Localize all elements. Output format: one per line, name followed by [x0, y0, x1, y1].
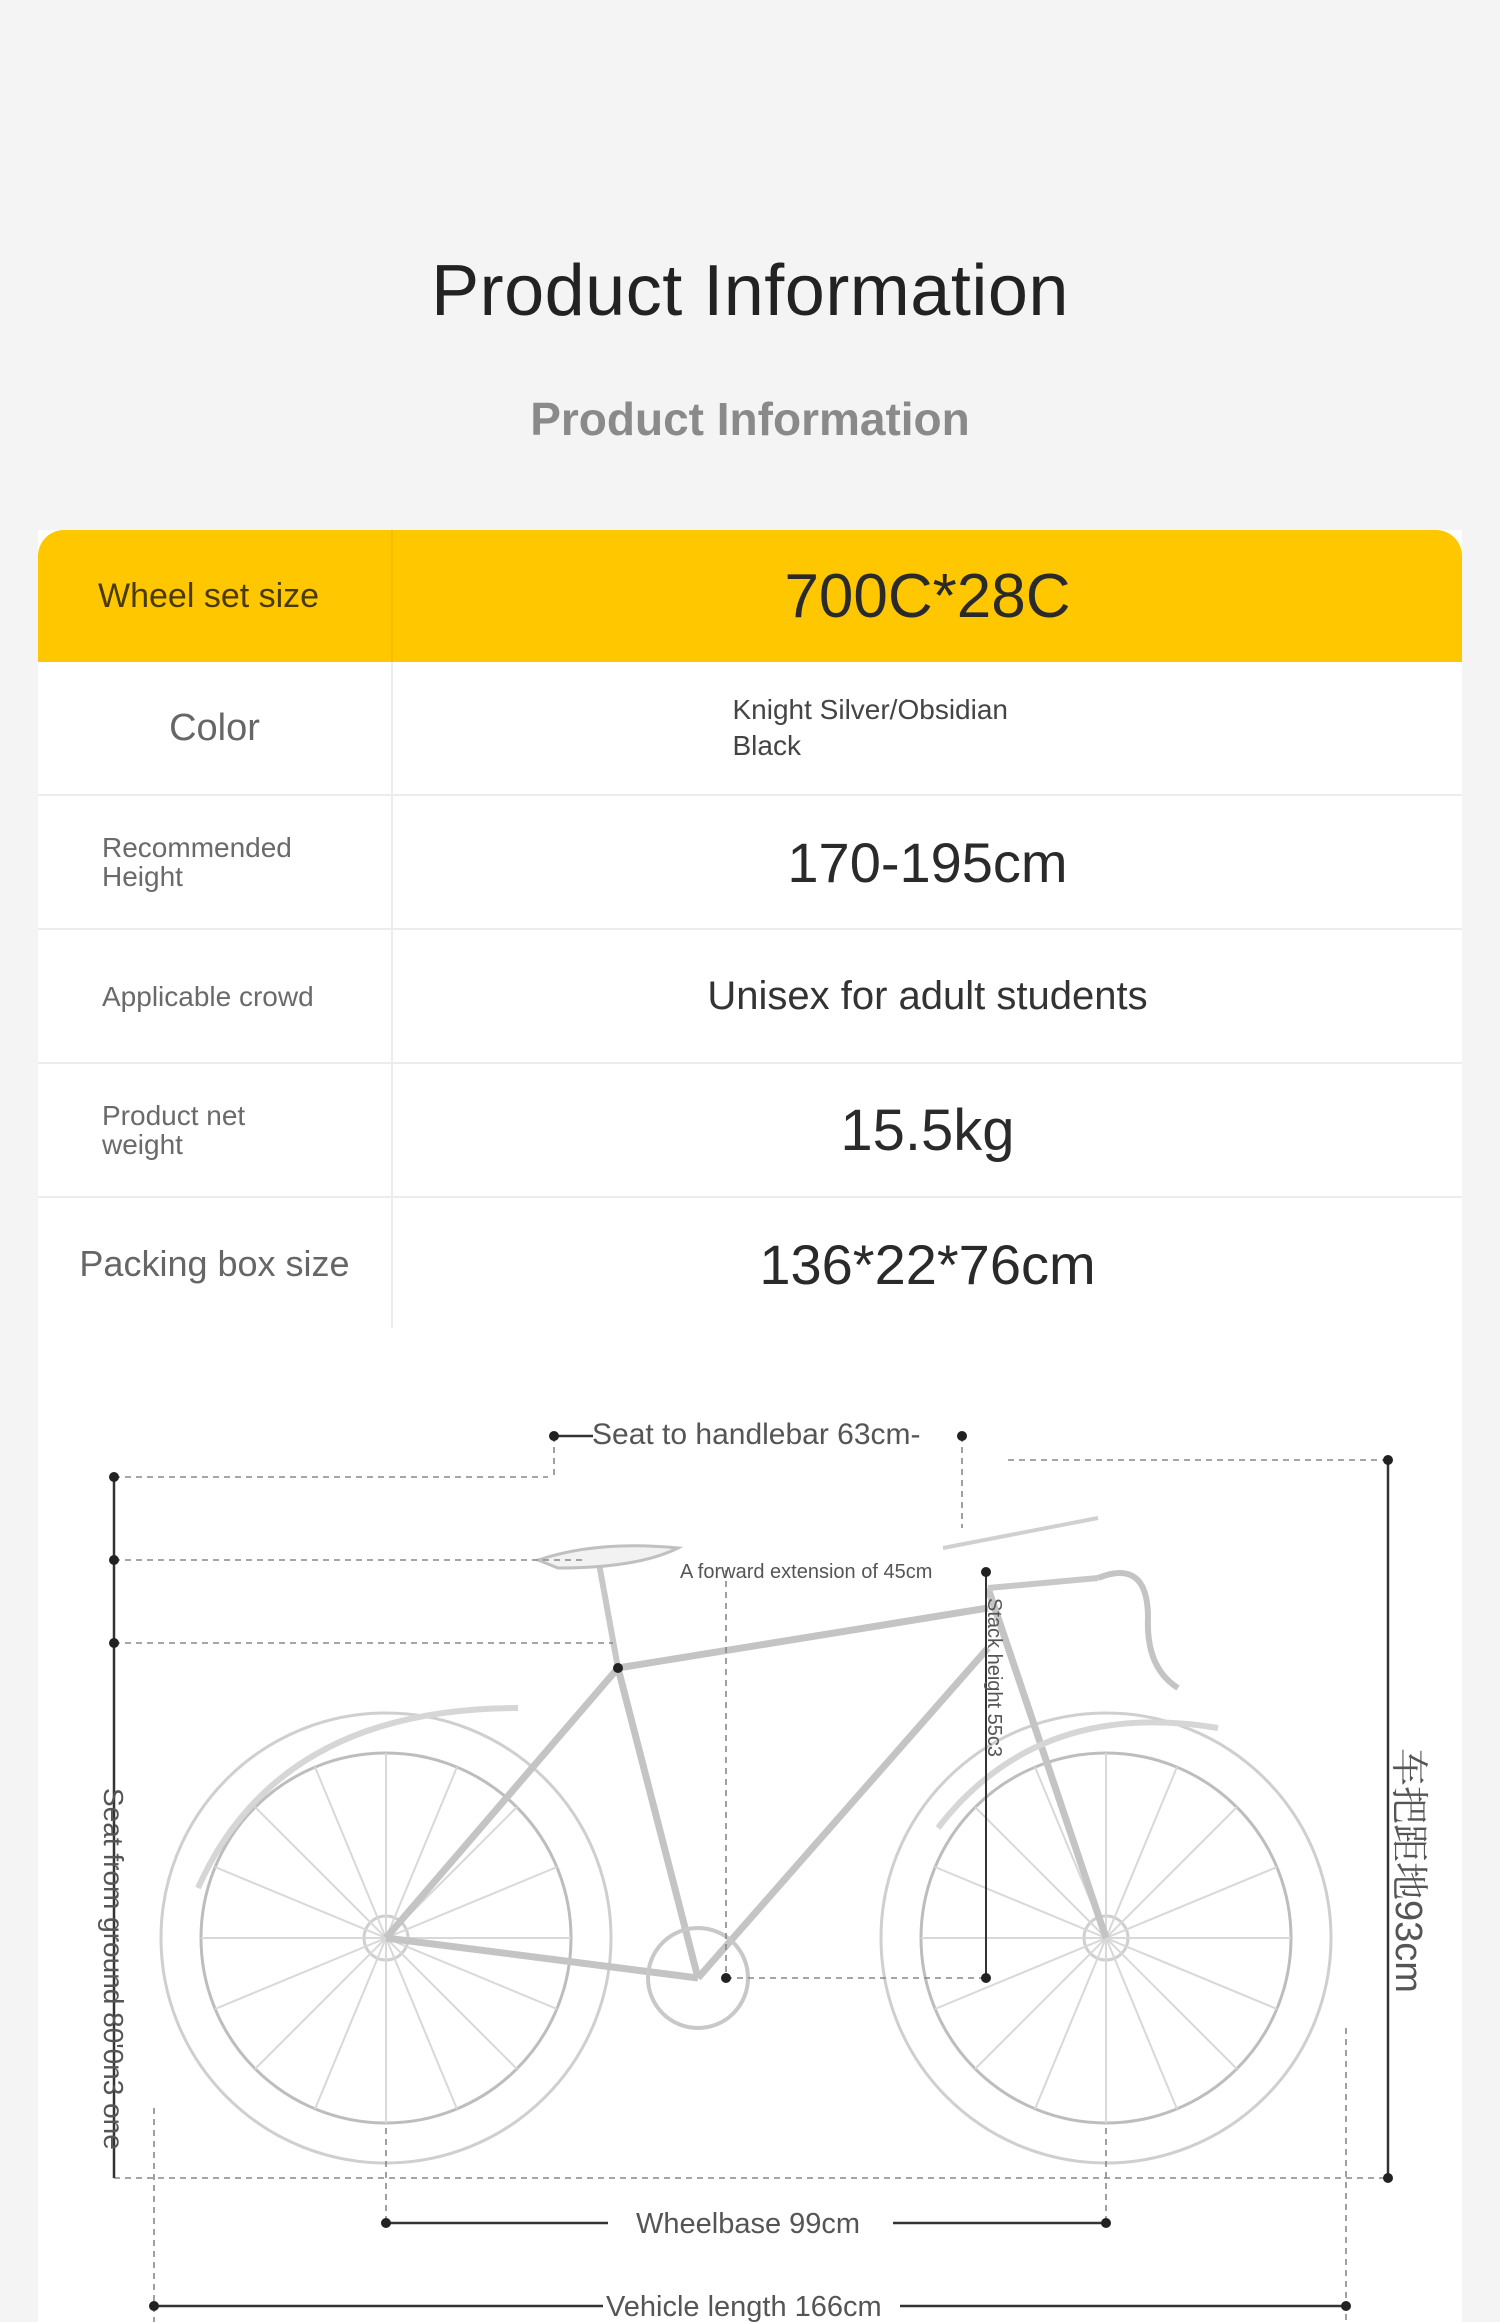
page-title: Product Information	[431, 251, 1069, 331]
table-row-color	[38, 662, 1462, 796]
table-row-weight	[38, 1064, 1462, 1198]
row-value: Unisex for adult students	[707, 973, 1148, 1018]
row-label: Applicable crowd	[102, 980, 314, 1012]
table-row-crowd	[38, 930, 1462, 1064]
table-row-box	[38, 1198, 1462, 1332]
row-label: Recommended Height	[102, 832, 292, 892]
table-row-wheel-set	[38, 530, 1462, 662]
forward-extension-label: A forward extension of 45cm	[680, 1561, 933, 1583]
seat-to-handlebar-label: Seat to handlebar 63cm-	[592, 1418, 921, 1451]
table-row-height	[38, 796, 1462, 930]
row-label: Packing box size	[79, 1243, 350, 1284]
bike-dimension-diagram	[38, 1328, 1462, 2322]
row-value: 700C*28C	[784, 561, 1071, 631]
row-value: 136*22*76cm	[759, 1232, 1096, 1296]
spec-table	[38, 530, 1462, 1332]
row-value: 15.5kg	[840, 1097, 1015, 1163]
stack-height-label: Stack height 55c3	[983, 1598, 1005, 1757]
vehicle-length-label: Vehicle length 166cm	[606, 2291, 882, 2322]
row-label: Wheel set size	[98, 576, 320, 615]
handlebar-height-label: 车把距地93cm	[1387, 1748, 1429, 1993]
wheelbase-label: Wheelbase 99cm	[636, 2208, 861, 2240]
bicycle-illustration	[161, 1518, 1331, 2163]
row-value: 170-195cm	[787, 830, 1068, 894]
page-subtitle: Product Information	[530, 393, 970, 445]
row-label: Product net weight	[102, 1100, 246, 1160]
row-value: Knight Silver/Obsidian Black	[732, 694, 1008, 761]
row-label: Color	[169, 706, 260, 749]
seat-from-ground-label: Seat from ground 80'0n3 one	[98, 1788, 129, 2150]
